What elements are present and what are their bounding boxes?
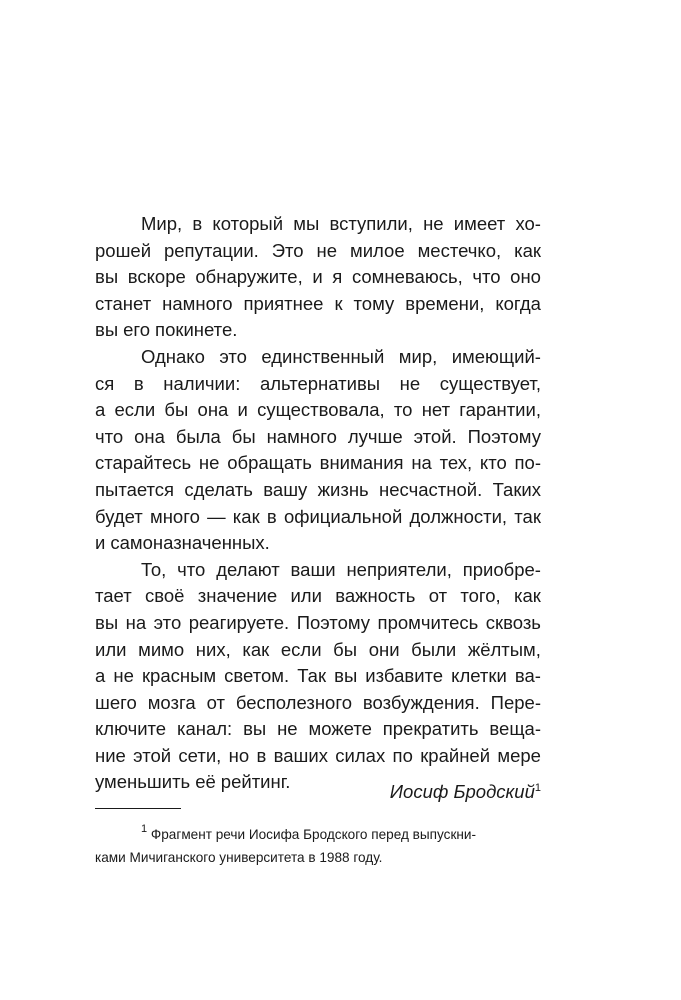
- word: того,: [460, 585, 501, 607]
- word: гарантии,: [459, 399, 541, 421]
- word: единственный: [261, 345, 385, 367]
- word: мимо: [138, 638, 185, 660]
- word: веща-: [489, 718, 541, 740]
- word: не: [113, 665, 134, 687]
- word: ключите: [95, 718, 167, 740]
- word: в: [256, 744, 267, 766]
- word: приятнее: [243, 292, 324, 314]
- word: вы: [95, 266, 119, 288]
- paragraph-3-line-5: [95, 663, 541, 690]
- word: но: [228, 744, 250, 766]
- word: а: [95, 665, 106, 687]
- word: избавите: [365, 665, 444, 687]
- footnote-line-1: [95, 818, 541, 846]
- word: она: [197, 399, 229, 421]
- word: можете: [308, 718, 372, 740]
- word: что: [472, 266, 501, 288]
- word: так: [514, 505, 541, 527]
- word: реагируете.: [188, 611, 290, 633]
- word: не: [198, 452, 220, 474]
- word: тому: [353, 292, 395, 314]
- word: репутации.: [163, 239, 259, 261]
- paragraph-3-line-1: [95, 557, 541, 584]
- word: клетки: [451, 665, 507, 687]
- word: бы: [333, 638, 358, 660]
- paragraph-2-line-5: [95, 450, 541, 477]
- word: его: [123, 319, 151, 341]
- main-text: [95, 211, 541, 796]
- word: вы: [243, 718, 267, 740]
- word: я: [332, 266, 343, 288]
- word: в: [192, 213, 203, 234]
- paragraph-1-line-2: [95, 238, 541, 265]
- word: несчастной.: [379, 478, 483, 500]
- word: ваших: [273, 744, 328, 766]
- word: пытается: [95, 478, 175, 500]
- word: если: [114, 399, 156, 421]
- word: бы: [231, 425, 256, 447]
- word: мы: [293, 213, 320, 234]
- word: шего: [95, 691, 137, 713]
- word: Это: [271, 239, 304, 261]
- word: они: [368, 638, 400, 660]
- word: и: [312, 266, 323, 288]
- paragraph-2-line-3: [95, 397, 541, 424]
- paragraph-2-line-6: [95, 477, 541, 504]
- word: времени,: [405, 292, 485, 314]
- footnote-text-1: Фрагмент речи Иосифа Бродского перед выпускни-: [150, 827, 477, 842]
- word: и: [237, 399, 248, 421]
- word: не: [316, 239, 338, 261]
- word: То,: [141, 558, 167, 580]
- word: милое: [349, 239, 405, 261]
- word: вы: [95, 611, 119, 633]
- word: местечко,: [417, 239, 502, 261]
- word: были: [411, 638, 457, 660]
- word: Мир,: [141, 213, 183, 234]
- word: на: [411, 452, 432, 474]
- word: это: [219, 345, 247, 367]
- paragraph-3-line-4: [95, 637, 541, 664]
- paragraph-3-line-7: [95, 716, 541, 743]
- word: Однако: [141, 345, 205, 367]
- word: бы: [164, 399, 189, 421]
- word: сети,: [178, 744, 222, 766]
- paragraph-3-line-2: [95, 583, 541, 610]
- word: Таких: [492, 478, 541, 500]
- word: важность: [335, 585, 416, 607]
- word: не: [423, 213, 444, 234]
- word: её: [195, 771, 216, 793]
- word: бесполезного: [235, 691, 352, 713]
- word: вашу: [263, 478, 308, 500]
- word: светом.: [224, 665, 290, 687]
- word: вы: [95, 319, 119, 341]
- word: по: [392, 744, 413, 766]
- word: кто: [479, 452, 507, 474]
- word: в: [266, 505, 277, 527]
- word: неприятели,: [346, 558, 452, 580]
- word: альтернативы: [259, 372, 381, 394]
- word: имеет: [453, 213, 506, 234]
- word: мир,: [398, 345, 438, 367]
- word: не: [277, 718, 298, 740]
- attribution-footnote-marker: 1: [534, 782, 541, 794]
- word: она: [134, 425, 165, 447]
- attribution: [390, 775, 541, 805]
- word: нет: [421, 399, 451, 421]
- word: по-: [514, 452, 541, 474]
- word: то: [393, 399, 413, 421]
- word: официальной: [283, 505, 403, 527]
- word: канал:: [176, 718, 233, 740]
- word: жизнь: [317, 478, 369, 500]
- word: ние: [95, 744, 126, 766]
- word: или: [290, 585, 322, 607]
- word: наличии:: [163, 372, 241, 394]
- word: Так: [297, 665, 327, 687]
- paragraph-3-line-6: [95, 690, 541, 717]
- word: возбуждения.: [362, 691, 480, 713]
- paragraph-1-line-5: [95, 317, 541, 344]
- word: Поэтому: [467, 425, 541, 447]
- word: если: [280, 638, 322, 660]
- word: имеющий-: [451, 345, 541, 367]
- word: мозга: [147, 691, 196, 713]
- attribution-author: Иосиф Бродский: [389, 781, 535, 802]
- paragraph-2-line-2: [95, 371, 541, 398]
- paragraph-2-line-4: [95, 424, 541, 451]
- word: обращать: [227, 452, 312, 474]
- word: этой.: [413, 425, 457, 447]
- word: вступили,: [329, 213, 413, 234]
- word: не: [399, 372, 421, 394]
- word: ва-: [514, 665, 541, 687]
- word: покинете.: [155, 319, 238, 341]
- paragraph-1-line-4: [95, 291, 541, 318]
- word: мере: [497, 744, 541, 766]
- word: от: [428, 585, 448, 607]
- word: самоназначенных.: [110, 532, 270, 554]
- word: делают: [216, 558, 280, 580]
- word: существует,: [439, 372, 541, 394]
- word: значение: [197, 585, 278, 607]
- word: рейтинг.: [220, 771, 291, 793]
- word: в: [133, 372, 144, 394]
- footnote: [95, 818, 541, 869]
- word: хо-: [515, 213, 541, 234]
- word: Пере-: [490, 691, 541, 713]
- word: который: [212, 213, 284, 234]
- word: сомневаюсь,: [351, 266, 463, 288]
- word: как: [232, 505, 260, 527]
- paragraph-2-line-7: [95, 504, 541, 531]
- word: ваши: [290, 558, 336, 580]
- word: силах: [335, 744, 386, 766]
- paragraph-3-line-3: [95, 610, 541, 637]
- word: прекратить: [382, 718, 479, 740]
- word: приобре-: [462, 558, 541, 580]
- footnote-separator: [95, 808, 181, 809]
- paragraph-1-line-3: [95, 264, 541, 291]
- word: сделать: [184, 478, 253, 500]
- word: много: [150, 505, 200, 527]
- word: от: [206, 691, 225, 713]
- word: намного: [162, 292, 233, 314]
- word: тает: [95, 585, 132, 607]
- word: оно: [510, 266, 541, 288]
- word: уменьшить: [95, 771, 191, 793]
- word: когда: [495, 292, 541, 314]
- paragraph-2-line-8: [95, 530, 541, 557]
- word: или: [95, 638, 127, 660]
- word: вскоре: [127, 266, 186, 288]
- footnote-marker: 1: [141, 823, 148, 835]
- word: существовала,: [257, 399, 385, 421]
- word: жёлтым,: [467, 638, 541, 660]
- word: а: [95, 399, 106, 421]
- word: на: [125, 611, 147, 633]
- word: как: [242, 638, 270, 660]
- word: этой: [133, 744, 172, 766]
- word: них,: [195, 638, 231, 660]
- footnote-text-2: ками Мичиганского университета в 1988 году.: [95, 850, 383, 865]
- word: как: [514, 239, 541, 261]
- word: тех,: [439, 452, 473, 474]
- word: сквозь: [485, 611, 541, 633]
- word: была: [175, 425, 221, 447]
- word: к: [334, 292, 343, 314]
- paragraph-2-line-1: [95, 344, 541, 371]
- word: лучше: [347, 425, 403, 447]
- word: ся: [95, 372, 115, 394]
- paragraph-3-line-8: [95, 743, 541, 770]
- word: старайтесь: [95, 452, 192, 474]
- word: что: [95, 425, 124, 447]
- word: —: [207, 505, 226, 527]
- word: намного: [266, 425, 337, 447]
- word: внимания: [319, 452, 404, 474]
- word: вы: [334, 665, 358, 687]
- word: обнаружите,: [195, 266, 303, 288]
- word: должности,: [409, 505, 508, 527]
- word: промчитесь: [377, 611, 479, 633]
- word: как: [514, 585, 541, 607]
- word: красным: [141, 665, 217, 687]
- word: и: [95, 532, 106, 554]
- word: крайней: [420, 744, 491, 766]
- word: станет: [95, 292, 152, 314]
- word: это: [153, 611, 182, 633]
- footnote-line-2: [95, 846, 541, 869]
- word: будет: [95, 505, 143, 527]
- word: рошей: [95, 239, 152, 261]
- paragraph-1-line-1: [95, 211, 541, 238]
- word: Поэтому: [296, 611, 371, 633]
- word: что: [177, 558, 206, 580]
- word: своё: [145, 585, 185, 607]
